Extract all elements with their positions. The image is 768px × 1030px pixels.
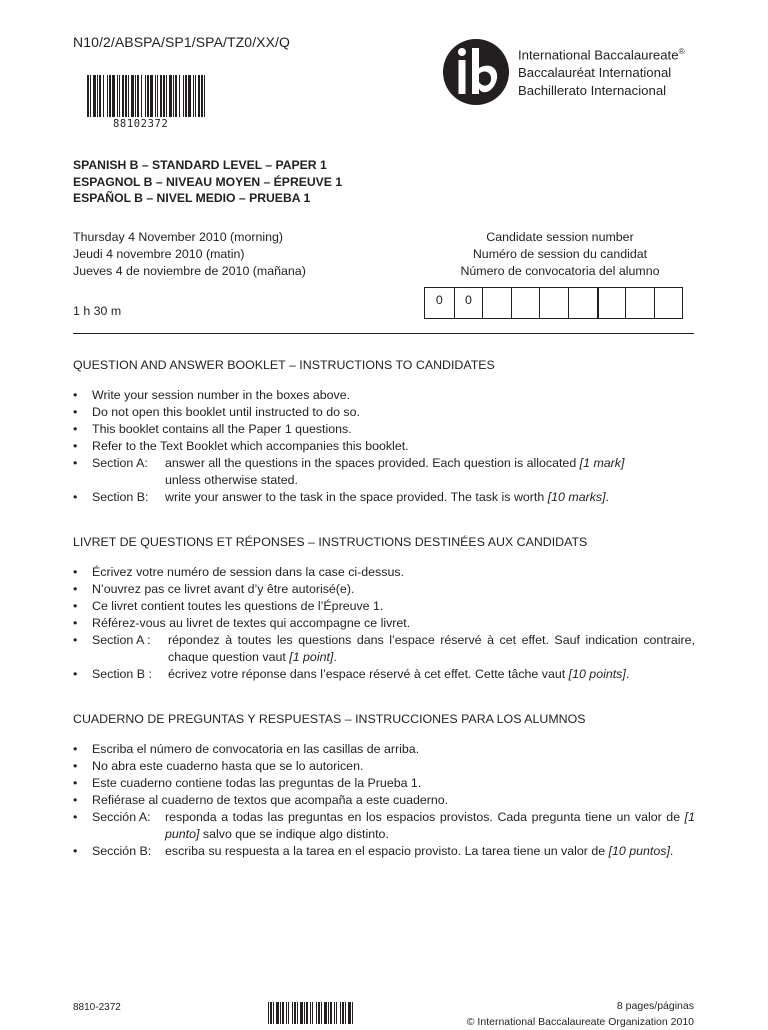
list-item: • Ce livret contient toutes les questions de l’Épreuve 1. <box>73 599 384 613</box>
paper-titles <box>73 157 342 207</box>
bullet-icon: • <box>73 388 78 402</box>
title-spanish: ESPAÑOL B – NIVEL MEDIO – PRUEBA 1 <box>73 191 311 205</box>
barcode-bar <box>122 75 124 117</box>
barcode-bar <box>160 75 162 117</box>
barcode-bar <box>286 1002 287 1024</box>
barcode-bar <box>201 75 203 117</box>
barcode-bar <box>145 75 146 117</box>
mark-value: [1 point] <box>289 650 334 664</box>
list-item: • Écrivez votre numéro de session dans la case ci-dessus. <box>73 565 404 579</box>
barcode-bar <box>297 1002 298 1024</box>
org-line-en: International Baccalaureate <box>518 47 679 63</box>
barcode-bar <box>306 1002 308 1024</box>
barcode-bar <box>342 1002 344 1024</box>
session-digit-box[interactable]: 0 <box>435 293 443 307</box>
barcode-bar <box>334 1002 335 1024</box>
header-divider <box>73 333 694 334</box>
date-spanish: Jueves 4 de noviembre de 2010 (mañana) <box>73 264 306 278</box>
barcode-bar <box>157 75 158 117</box>
list-item-section-a: • Section A: answer all the questions in the spaces provided. Each question is allocated [1 mark] unless otherwise stated. <box>73 456 625 487</box>
session-digit-box[interactable]: 0 <box>454 288 483 318</box>
list-item: • Escriba el número de convocatoria en las casillas de arriba. <box>73 742 420 756</box>
section-label: Section B : <box>92 667 152 681</box>
section-title-french: LIVRET DE QUESTIONS ET RÉPONSES – INSTRUCTIONS DESTINÉES AUX CANDIDATS <box>73 535 588 549</box>
barcode-bar <box>183 75 184 117</box>
list-item: • Refer to the Text Booklet which accompanies this booklet. <box>73 439 409 453</box>
title-english: SPANISH B – STANDARD LEVEL – PAPER 1 <box>73 158 327 172</box>
list-item: • No abra este cuaderno hasta que se lo autoricen. <box>73 759 364 773</box>
registered-mark: ® <box>678 47 685 56</box>
barcode-bar <box>345 1002 346 1024</box>
barcode-bar <box>141 75 142 117</box>
barcode-bar <box>179 75 180 117</box>
session-label-french: Numéro de session du candidat <box>472 247 648 261</box>
barcode-bar <box>135 75 136 117</box>
barcode-bar <box>87 75 89 117</box>
bullet-icon: • <box>73 439 78 453</box>
bullet-icon: • <box>73 759 78 773</box>
session-digit-box[interactable] <box>625 288 654 318</box>
barcode-bar <box>312 1002 313 1024</box>
date-french: Jeudi 4 novembre 2010 (matin) <box>73 247 245 261</box>
mark-value: [1 mark] <box>579 456 625 470</box>
mark-value: [10 marks] <box>547 490 606 504</box>
title-french: ESPAGNOL B – NIVEAU MOYEN – ÉPREUVE 1 <box>73 174 343 189</box>
list-item: • Référez-vous au livret de textes qui accompagne ce livret. <box>73 616 411 630</box>
list-item-section-a: • Section A : répondez à toutes les questions dans l’espace réservé à cet effet. Sauf indication contraire, chaque question vaut [1 point]. <box>73 633 695 664</box>
session-digit-box[interactable] <box>654 288 683 318</box>
instruction-list-english <box>73 387 695 506</box>
barcode-bar <box>103 75 104 117</box>
bullet-icon: • <box>73 616 78 630</box>
barcode-bar <box>155 75 156 117</box>
barcode-bar <box>112 75 115 117</box>
barcode <box>87 75 205 117</box>
session-digit-box[interactable] <box>597 288 626 318</box>
list-item: • Refiérase al cuaderno de textos que acompaña a este cuaderno. <box>73 793 449 807</box>
barcode-bar <box>128 75 129 117</box>
barcode-bar <box>195 75 196 117</box>
list-item-section-a: • Sección A: responda a todas las preguntas en los espacios provistos. Cada pregunta tiene un valor de [1 punto] salvo que se indique algo distinto. <box>73 810 696 841</box>
bullet-icon: • <box>73 565 78 579</box>
bullet-icon: • <box>73 793 78 807</box>
bullet-icon: • <box>73 742 78 756</box>
bullet-icon: • <box>73 405 78 419</box>
list-item-section-b: • Section B : écrivez votre réponse dans l’espace réservé à cet effet. Cette tâche vaut [10 points]. <box>73 667 630 681</box>
list-item-section-b: • Sección B: escriba su respuesta a la tarea en el espacio provisto. La tarea tiene un valor de [10 puntos]. <box>73 844 674 858</box>
ib-logo <box>442 38 510 106</box>
barcode-bar <box>163 75 165 117</box>
barcode-bar <box>185 75 187 117</box>
instructions-spanish <box>73 711 695 860</box>
section-label: Section A: <box>92 456 148 470</box>
footer-info <box>467 998 694 1030</box>
barcode-bar <box>316 1002 317 1024</box>
barcode-bar <box>321 1002 322 1024</box>
barcode-bar <box>131 75 134 117</box>
barcode-bar <box>336 1002 337 1024</box>
barcode-bar <box>348 1002 351 1024</box>
list-item: • Write your session number in the boxes above. <box>73 388 351 402</box>
mark-value: [10 puntos] <box>608 844 670 858</box>
barcode-bar <box>300 1002 303 1024</box>
barcode-bar <box>90 75 91 117</box>
list-item: • This booklet contains all the Paper 1 questions. <box>73 422 352 436</box>
bullet-icon: • <box>73 633 78 647</box>
barcode-bar <box>268 1002 269 1024</box>
page-count: 8 pages/páginas <box>616 1000 694 1012</box>
barcode-bar <box>273 1002 274 1024</box>
org-line-fr: Baccalauréat International <box>518 65 672 81</box>
barcode-bar <box>166 75 167 117</box>
session-digit-box[interactable] <box>568 288 597 318</box>
barcode-bar <box>324 1002 327 1024</box>
list-item-section-b: • Section B: write your answer to the task in the space provided. The task is worth [10 marks]. <box>73 490 609 504</box>
bullet-icon: • <box>73 490 78 504</box>
barcode-bar <box>97 75 98 117</box>
barcode-bar <box>282 1002 284 1024</box>
list-item: • Este cuaderno contiene todas las preguntas de la Prueba 1. <box>73 776 422 790</box>
barcode-bar <box>280 1002 281 1024</box>
section-label: Section B: <box>92 490 149 504</box>
mark-value: [1 punto] <box>165 810 696 841</box>
document-code: N10/2/ABSPA/SP1/SPA/TZ0/XX/Q <box>73 34 291 50</box>
bullet-icon: • <box>73 456 78 470</box>
barcode-bar <box>173 75 174 117</box>
barcode-bar <box>99 75 101 117</box>
session-digit-box[interactable] <box>539 288 568 318</box>
bullet-icon: • <box>73 776 78 790</box>
org-line-es: Bachillerato Internacional <box>518 83 667 99</box>
session-number-boxes <box>424 287 683 319</box>
barcode-bar <box>340 1002 341 1024</box>
session-digit-box[interactable] <box>511 288 540 318</box>
instruction-list-french <box>73 564 695 683</box>
barcode-bar <box>125 75 127 117</box>
barcode-bar <box>109 75 111 117</box>
copyright: © International Baccalaureate Organization 2010 <box>466 1016 694 1028</box>
section-label: Section A : <box>92 633 151 647</box>
barcode-bar <box>107 75 108 117</box>
organization-name <box>518 43 684 100</box>
barcode-bar <box>328 1002 329 1024</box>
barcode-bar <box>198 75 200 117</box>
session-number-labels <box>440 229 680 280</box>
barcode-bar <box>150 75 153 117</box>
barcode-bar <box>117 75 118 117</box>
bullet-icon: • <box>73 422 78 436</box>
barcode-bar <box>137 75 139 117</box>
bullet-icon: • <box>73 810 78 824</box>
bullet-icon: • <box>73 582 78 596</box>
barcode-bar <box>169 75 172 117</box>
footer-code: 8810-2372 <box>73 1002 121 1013</box>
barcode-bar <box>193 75 194 117</box>
instruction-list-spanish <box>73 741 695 860</box>
barcode-bar <box>318 1002 320 1024</box>
session-digit-box[interactable] <box>482 288 511 318</box>
barcode-bar <box>119 75 120 117</box>
barcode-bar <box>310 1002 311 1024</box>
section-title-english: QUESTION AND ANSWER BOOKLET – INSTRUCTIONS TO CANDIDATES <box>73 358 495 372</box>
exam-duration: 1 h 30 m <box>73 304 122 318</box>
date-english: Thursday 4 November 2010 (morning) <box>73 230 284 244</box>
barcode-number: 88102372 <box>113 118 169 130</box>
section-title-spanish: CUADERNO DE PREGUNTAS Y RESPUESTAS – INSTRUCCIONES PARA LOS ALUMNOS <box>73 712 586 726</box>
section-label: Sección B: <box>92 844 152 858</box>
exam-dates <box>73 229 306 280</box>
list-item: • N’ouvrez pas ce livret avant d’y être autorisé(e). <box>73 582 355 596</box>
barcode-bar <box>188 75 191 117</box>
barcode-bar <box>276 1002 279 1024</box>
session-label-spanish: Número de convocatoria del alumno <box>460 264 660 278</box>
barcode-bar <box>288 1002 289 1024</box>
mark-value: [10 points] <box>568 667 626 681</box>
barcode-bar <box>175 75 177 117</box>
session-label-english: Candidate session number <box>486 230 634 244</box>
barcode-bar <box>93 75 96 117</box>
bullet-icon: • <box>73 667 78 681</box>
barcode-bar <box>270 1002 272 1024</box>
bullet-icon: • <box>73 599 78 613</box>
barcode-bar <box>330 1002 332 1024</box>
barcode-bar <box>294 1002 296 1024</box>
instructions-english <box>73 357 695 506</box>
instructions-french <box>73 534 695 683</box>
barcode-bar <box>204 75 205 117</box>
footer-barcode <box>268 1002 354 1024</box>
list-item: • Do not open this booklet until instructed to do so. <box>73 405 360 419</box>
bullet-icon: • <box>73 844 78 858</box>
barcode-bar <box>304 1002 305 1024</box>
barcode-bar <box>147 75 149 117</box>
section-label: Sección A: <box>92 810 151 824</box>
barcode-bar <box>352 1002 353 1024</box>
barcode-bar <box>292 1002 293 1024</box>
